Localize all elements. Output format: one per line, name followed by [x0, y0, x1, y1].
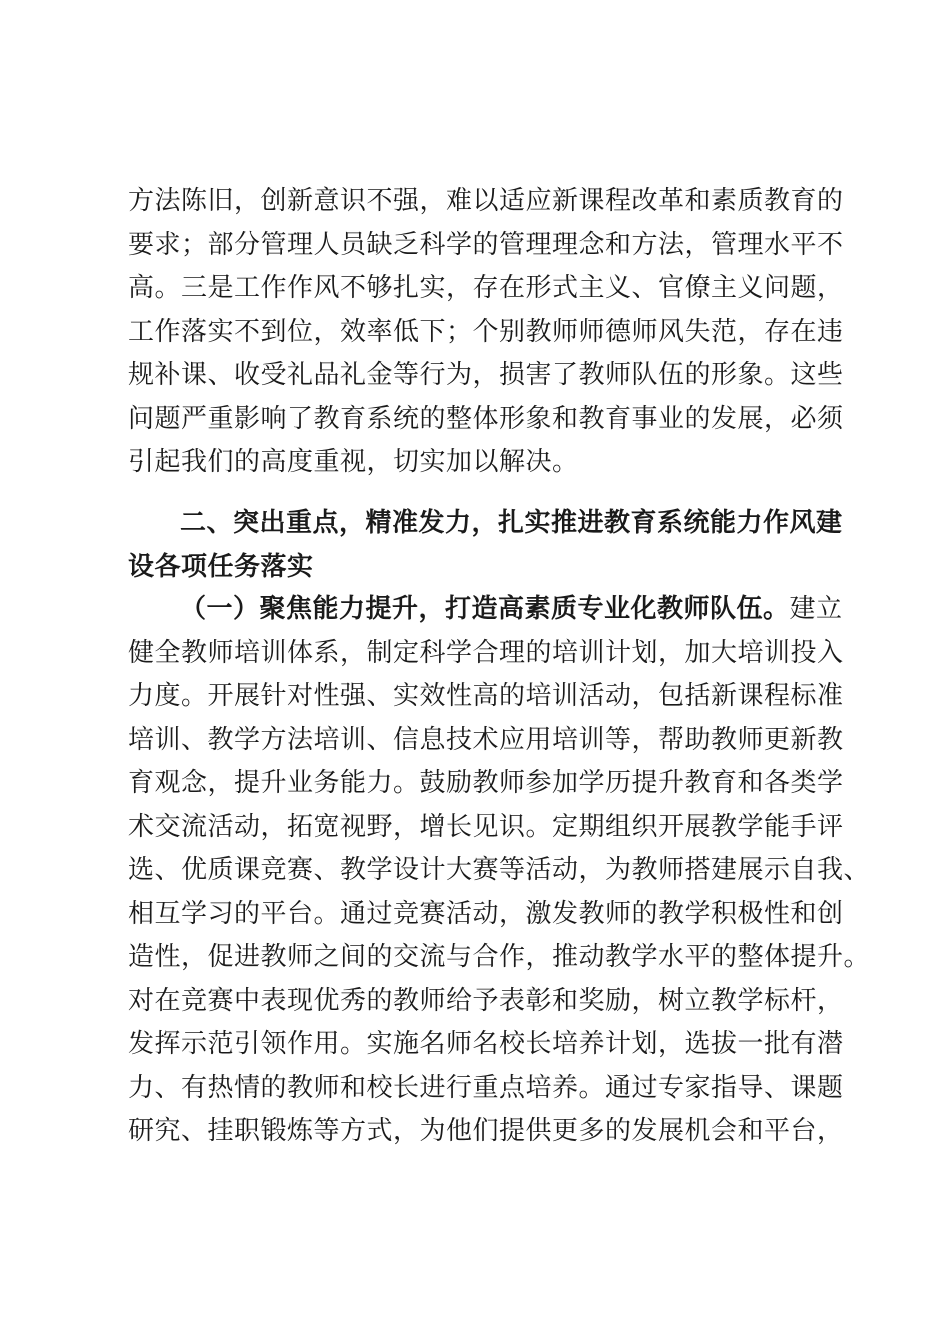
text-line: 方法陈旧，创新意识不强，难以适应新课程改革和素质教育的 [128, 186, 844, 216]
text-line: 造性，促进教师之间的交流与合作，推动教学水平的整体提升。 [128, 942, 871, 972]
text-line: 研究、挂职锻炼等方式，为他们提供更多的发展机会和平台， [128, 1116, 844, 1146]
heading-line: 二、突出重点，精准发力，扎实推进教育系统能力作风建 [180, 508, 843, 538]
subsection-title: （一）聚焦能力提升，打造高素质专业化教师队伍。 [180, 594, 790, 624]
text-line: 相互学习的平台。通过竞赛活动，激发教师的教学积极性和创 [128, 898, 844, 929]
heading-line: 设各项任务落实 [128, 551, 314, 582]
text-line: 培训、教学方法培训、信息技术应用培训等，帮助教师更新教 [128, 724, 844, 755]
text-line: 高。三是工作作风不够扎实，存在形式主义、官僚主义问题， [128, 273, 844, 303]
text-line: 选、优质课竞赛、教学设计大赛等活动，为教师搭建展示自我、 [128, 855, 871, 885]
paragraph-problems [128, 180, 844, 485]
text-line: 健全教师培训体系，制定科学合理的培训计划，加大培训投入 [128, 637, 844, 668]
section-heading [128, 502, 843, 589]
paragraph-capability [128, 588, 871, 1154]
text-line: 发挥示范引领作用。实施名师名校长培养计划，选拔一批有潜 [128, 1029, 844, 1059]
text-line: 术交流活动，拓宽视野，增长见识。定期组织开展教学能手评 [128, 811, 844, 842]
text-line: 引起我们的高度重视，切实加以解决。 [128, 447, 579, 477]
text-line: 问题严重影响了教育系统的整体形象和教育事业的发展，必须 [128, 403, 844, 434]
text-line: 力、有热情的教师和校长进行重点培养。通过专家指导、课题 [128, 1072, 844, 1103]
text-line: 力度。开展针对性强、实效性高的培训活动，包括新课程标准 [128, 681, 844, 711]
text-line: 工作落实不到位，效率低下；个别教师师德师风失范，存在违 [128, 316, 844, 347]
text-fragment: 建立 [789, 594, 843, 624]
text-line: 规补课、收受礼品礼金等行为，损害了教师队伍的形象。这些 [128, 360, 844, 390]
text-line [128, 588, 843, 632]
text-line: 要求；部分管理人员缺乏科学的管理理念和方法，管理水平不 [128, 229, 844, 260]
text-line: 对在竞赛中表现优秀的教师给予表彰和奖励，树立教学标杆， [128, 985, 844, 1016]
text-line: 育观念，提升业务能力。鼓励教师参加学历提升教育和各类学 [128, 768, 844, 798]
